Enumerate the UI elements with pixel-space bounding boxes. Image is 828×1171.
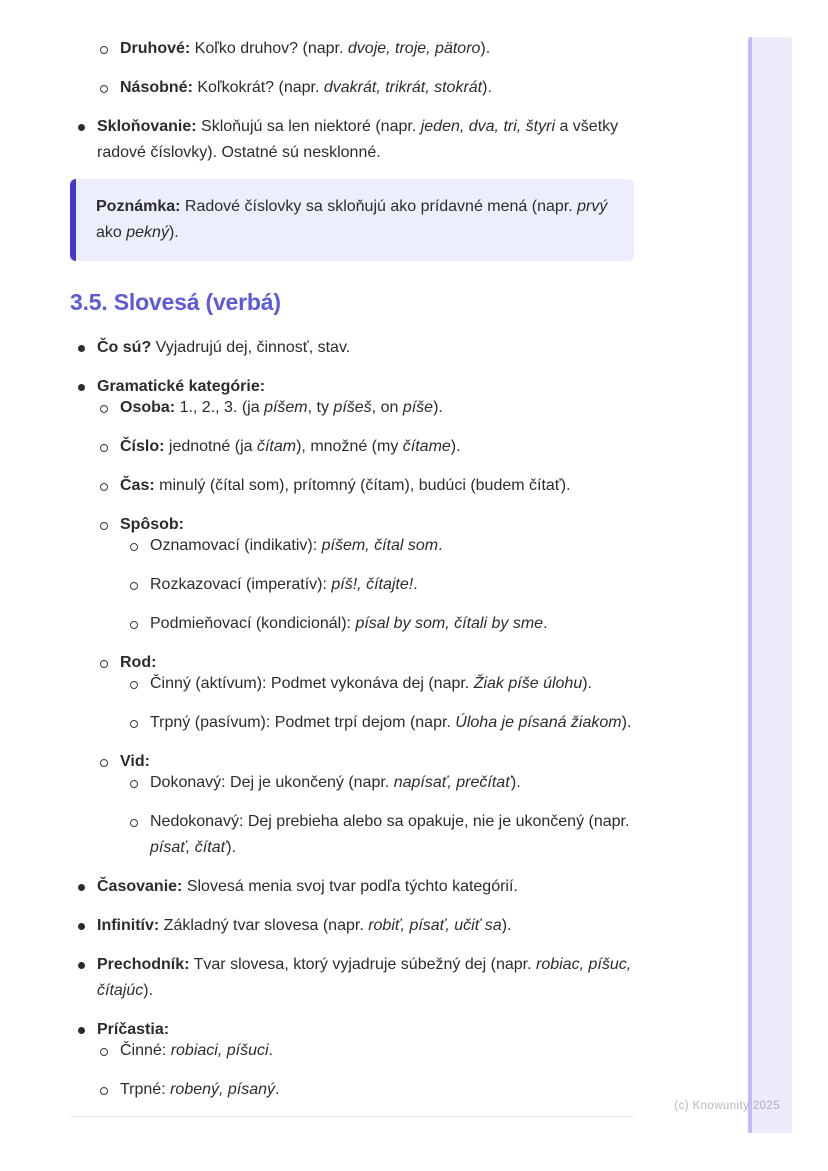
list-item-text <box>97 335 634 361</box>
bullet-circle-icon <box>100 522 108 530</box>
text-segment: 3.5. Slovesá (verbá) <box>70 289 281 315</box>
text-segment: Skloňovanie: <box>97 118 197 135</box>
text-segment: Rod: <box>120 654 157 671</box>
list-item-text <box>150 572 634 598</box>
list-item <box>130 770 634 796</box>
list-item <box>78 114 634 166</box>
list-item-text <box>120 75 634 101</box>
text-segment: píšem, čítal som <box>321 537 439 554</box>
text-segment: . <box>275 1081 280 1098</box>
list-item <box>130 671 634 697</box>
list-item <box>130 572 634 598</box>
list-item <box>100 75 634 101</box>
text-segment: Druhové: <box>120 40 191 57</box>
bullet-circle-icon <box>100 85 108 93</box>
bullet-circle-icon <box>100 483 108 491</box>
text-segment: Vid: <box>120 753 150 770</box>
bullet-disc-icon <box>78 962 85 969</box>
text-segment: píšeš <box>333 399 372 416</box>
content-divider <box>70 1116 634 1117</box>
text-segment: jednotné (ja <box>164 438 257 455</box>
list-item <box>100 1077 634 1103</box>
document-content <box>70 36 634 1117</box>
list-item <box>78 874 634 900</box>
bullet-circle-icon <box>130 543 138 551</box>
text-segment: Rozkazovací (imperatív): <box>150 576 332 593</box>
text-segment: . <box>543 615 548 632</box>
list-item-text <box>120 473 634 499</box>
list-item <box>78 952 634 1004</box>
list-item <box>130 533 634 559</box>
text-segment: ). <box>480 40 491 57</box>
list-item <box>78 335 634 361</box>
bullet-disc-icon <box>78 884 85 891</box>
list-item <box>78 913 634 939</box>
bullet-circle-icon <box>130 621 138 629</box>
bullet-circle-icon <box>100 759 108 767</box>
text-segment: Trpné: <box>120 1081 171 1098</box>
text-segment: ), množné (my <box>296 438 403 455</box>
text-segment: Trpný (pasívum): Podmet trpí dejom (napr. <box>150 714 456 731</box>
text-segment: jeden, dva, tri, štyri <box>420 118 555 135</box>
text-segment: ). <box>168 224 179 241</box>
text-segment: 1., 2., 3. (ja <box>175 399 265 416</box>
footer-copyright: (c) Knowunity 2025 <box>674 1100 780 1112</box>
text-segment: Žiak píše úlohu <box>473 675 583 692</box>
bullet-circle-icon <box>100 660 108 668</box>
bullet-circle-icon <box>100 1087 108 1095</box>
list-item-text <box>150 809 634 861</box>
list-item-text <box>120 434 634 460</box>
list-item-text <box>120 1077 634 1103</box>
list-item-text <box>120 1038 634 1064</box>
text-segment: Dokonavý: Dej je ukončený (napr. <box>150 774 394 791</box>
text-segment: Časovanie: <box>97 878 183 895</box>
text-segment: Osoba: <box>120 399 176 416</box>
text-segment: Podmieňovací (kondicionál): <box>150 615 356 632</box>
text-segment: píšem <box>264 399 308 416</box>
bullet-circle-icon <box>130 681 138 689</box>
list-item <box>130 611 634 637</box>
text-segment: ). <box>450 438 461 455</box>
text-segment: ). <box>482 79 492 96</box>
text-segment: Čo sú? <box>97 339 152 356</box>
list-item-text <box>150 671 634 697</box>
list-item <box>130 710 634 736</box>
text-segment: Násobné: <box>120 79 193 96</box>
list-item <box>100 1038 634 1064</box>
text-segment: robiaci, píšuci <box>170 1042 269 1059</box>
text-segment: Činné: <box>120 1042 171 1059</box>
text-segment: ). <box>501 917 512 934</box>
text-segment: napísať, prečítať <box>393 774 511 791</box>
list-item-text <box>150 533 634 559</box>
text-segment: Tvar slovesa, ktorý vyjadruje súbežný dej (napr. <box>189 956 536 973</box>
text-segment: . <box>438 537 443 554</box>
text-segment: Spôsob: <box>120 516 184 533</box>
text-segment: Gramatické kategórie: <box>97 378 266 395</box>
bullet-circle-icon <box>100 444 108 452</box>
text-segment: píše <box>402 399 434 416</box>
list-item-text <box>97 913 634 939</box>
text-segment: písať, čítať <box>150 839 227 856</box>
text-segment: dvoje, troje, pätoro <box>347 40 481 57</box>
text-segment: . <box>413 576 418 593</box>
text-segment: ). <box>621 714 632 731</box>
list-item-text <box>97 952 634 1004</box>
note-callout <box>70 179 634 261</box>
text-segment: Nedokonavý: Dej prebieha alebo sa opakuje, nie je ukončený (napr. <box>150 813 630 830</box>
text-segment: Čas: <box>120 477 155 494</box>
text-segment: píš!, čítajte! <box>331 576 414 593</box>
bullet-circle-icon <box>100 46 108 54</box>
text-segment: Skloňujú sa len niektoré (napr. <box>196 118 421 135</box>
text-segment: Infinitív: <box>97 917 160 934</box>
text-segment: robiť, písať, učiť sa <box>368 917 502 934</box>
text-segment: a všetky radové číslovky). Ostatné sú nesklonné. <box>97 118 619 161</box>
text-segment: ). <box>510 774 521 791</box>
list-item-text <box>97 114 634 166</box>
bullet-circle-icon <box>130 582 138 590</box>
scrollbar-thumb[interactable] <box>748 37 792 1133</box>
bullet-circle-icon <box>100 405 108 413</box>
text-segment: prvý <box>577 198 608 215</box>
text-segment: Číslo: <box>120 438 165 455</box>
text-segment: dvakrát, trikrát, stokrát <box>323 79 483 96</box>
list-item <box>100 473 634 499</box>
text-segment: pekný <box>126 224 169 241</box>
text-segment: robený, písaný <box>170 1081 276 1098</box>
text-segment: Základný tvar slovesa (napr. <box>159 917 369 934</box>
text-segment: ). <box>582 675 592 692</box>
note-text <box>96 194 616 246</box>
section-heading <box>70 287 634 317</box>
list-item-text <box>97 874 634 900</box>
text-segment: Poznámka: <box>96 198 181 215</box>
list-item-text <box>120 395 634 421</box>
bullet-circle-icon <box>130 819 138 827</box>
text-segment: Vyjadrujú dej, činnosť, stav. <box>151 339 351 356</box>
text-segment: čítame <box>402 438 451 455</box>
bullet-disc-icon <box>78 384 85 391</box>
list-item <box>130 809 634 861</box>
bullet-disc-icon <box>78 345 85 352</box>
text-segment: , on <box>371 399 403 416</box>
text-segment: Prechodník: <box>97 956 190 973</box>
text-segment: ). <box>433 399 443 416</box>
bullet-circle-icon <box>130 720 138 728</box>
text-segment: Príčastia: <box>97 1021 170 1038</box>
bullet-disc-icon <box>78 1027 85 1034</box>
text-segment: čítam <box>256 438 297 455</box>
text-segment: . <box>268 1042 273 1059</box>
text-segment: Koľko druhov? (napr. <box>190 40 348 57</box>
text-segment: ). <box>226 839 237 856</box>
text-segment: ako <box>96 224 127 241</box>
list-item-text <box>150 770 634 796</box>
bullet-circle-icon <box>100 1048 108 1056</box>
list-item-text <box>150 611 634 637</box>
bullet-disc-icon <box>78 923 85 930</box>
bullet-circle-icon <box>130 780 138 788</box>
text-segment: Oznamovací (indikativ): <box>150 537 322 554</box>
text-segment: Slovesá menia svoj tvar podľa týchto kategórií. <box>182 878 518 895</box>
text-segment: minulý (čítal som), prítomný (čítam), budúci (budem čítať). <box>154 477 571 494</box>
list-item <box>100 434 634 460</box>
text-segment: robiac, píšuc, čítajúc <box>97 956 632 999</box>
list-item-text <box>150 710 634 736</box>
text-segment: ). <box>143 982 154 999</box>
list-item <box>100 395 634 421</box>
list-item-text <box>120 36 634 62</box>
bullet-disc-icon <box>78 124 85 131</box>
text-segment: Koľkokrát? (napr. <box>192 79 324 96</box>
text-segment: Radové číslovky sa skloňujú ako prídavné mená (napr. <box>180 198 578 215</box>
text-segment: , ty <box>307 399 334 416</box>
list-item <box>100 36 634 62</box>
text-segment: Činný (aktívum): Podmet vykonáva dej (napr. <box>150 675 474 692</box>
text-segment: písal by som, čítali by sme <box>355 615 544 632</box>
text-segment: Úloha je písaná žiakom <box>455 714 622 731</box>
